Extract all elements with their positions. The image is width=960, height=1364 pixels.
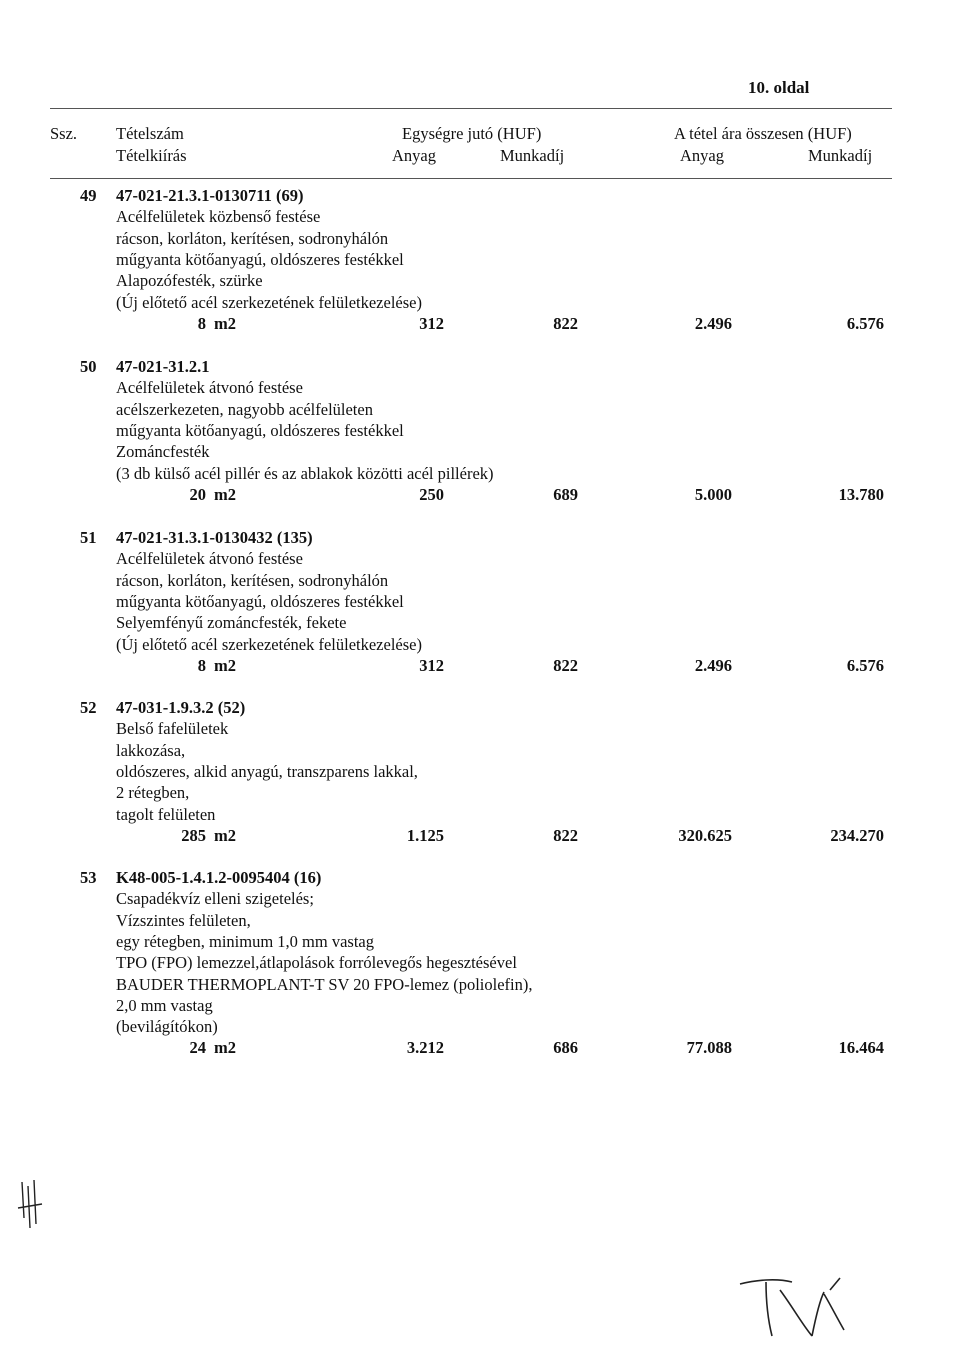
item-number: 50 <box>80 357 97 376</box>
item-description-line: Acélfelületek közbenső festése <box>116 207 321 227</box>
header-no: Ssz. <box>50 124 78 143</box>
item-quantity <box>116 826 242 846</box>
item-description-line: (Új előtető acél szerkezetének felületkezelése) <box>116 292 422 312</box>
header-item-desc: Tételkiírás <box>116 146 187 165</box>
quantity-unit: m2 <box>214 655 236 675</box>
total-material-price: 2.496 <box>694 313 732 333</box>
item-description-line: (3 db külső acél pillér és az ablakok közötti acél pillérek) <box>116 463 494 483</box>
quantity-value: 24 <box>189 1038 206 1058</box>
item-description-line: Csapadékvíz elleni szigetelés; <box>116 889 314 909</box>
item-quantity <box>116 314 242 334</box>
item-description-line: Acélfelületek átvonó festése <box>116 378 303 398</box>
item-description-line: műgyanta kötőanyagú, oldószeres festékkel <box>116 591 404 611</box>
item-description-line: Vízszintes felületen, <box>116 910 251 930</box>
header-bottom-rule <box>50 178 892 179</box>
item-description-line: (bevilágítókon) <box>116 1017 218 1037</box>
total-material-price: 5.000 <box>694 484 732 504</box>
total-labor-price: 234.270 <box>830 825 884 845</box>
item-description-line: oldószeres, alkid anyagú, transzparens lakkal, <box>116 761 418 781</box>
item-description-line: BAUDER THERMOPLANT-T SV 20 FPO-lemez (poliolefin), <box>116 974 533 994</box>
item-quantity <box>116 485 242 505</box>
header-item-code: Tételszám <box>116 124 184 143</box>
item-number: 53 <box>80 868 97 887</box>
item-code: K48-005-1.4.1.2-0095404 (16) <box>116 868 322 887</box>
header-unit-price: Egységre jutó (HUF) <box>402 124 542 143</box>
item-description-line: Belső fafelületek <box>116 719 229 739</box>
header-total-labor: Munkadíj <box>808 146 873 165</box>
unit-material-price: 312 <box>419 655 444 675</box>
quantity-unit: m2 <box>214 1038 236 1058</box>
item-description-line: műgyanta kötőanyagú, oldószeres festékkel <box>116 249 404 269</box>
quantity-unit: m2 <box>214 313 236 333</box>
quantity-value: 20 <box>189 484 206 504</box>
unit-labor-price: 822 <box>553 655 578 675</box>
item-number: 49 <box>80 186 97 205</box>
quantity-unit: m2 <box>214 484 236 504</box>
item-description-line: tagolt felületen <box>116 804 216 824</box>
item-description-line: Alapozófesték, szürke <box>116 271 263 291</box>
item-code: 47-021-31.3.1-0130432 (135) <box>116 528 313 547</box>
header-unit-material: Anyag <box>392 146 436 165</box>
quantity-value: 8 <box>197 655 206 675</box>
header-unit-labor: Munkadíj <box>500 146 565 165</box>
item-description-line: egy rétegben, minimum 1,0 mm vastag <box>116 931 374 951</box>
signature-initials <box>736 1270 866 1350</box>
item-code: 47-021-21.3.1-0130711 (69) <box>116 186 304 205</box>
unit-material-price: 250 <box>419 484 444 504</box>
total-labor-price: 6.576 <box>846 655 884 675</box>
item-code: 47-031-1.9.3.2 (52) <box>116 698 246 717</box>
item-description-line: Acélfelületek átvonó festése <box>116 549 303 569</box>
item-description-line: 2 rétegben, <box>116 783 190 803</box>
item-code: 47-021-31.2.1 <box>116 357 210 376</box>
item-description-line: Zománcfesték <box>116 442 210 462</box>
unit-material-price: 312 <box>419 313 444 333</box>
unit-labor-price: 822 <box>553 313 578 333</box>
total-labor-price: 13.780 <box>838 484 884 504</box>
header-total: A tétel ára összesen (HUF) <box>674 124 852 143</box>
item-description-line: műgyanta kötőanyagú, oldószeres festékkel <box>116 420 404 440</box>
item-description-line: rácson, korláton, kerítésen, sodronyhálón <box>116 570 389 590</box>
total-material-price: 2.496 <box>694 655 732 675</box>
unit-labor-price: 686 <box>553 1038 578 1058</box>
total-labor-price: 16.464 <box>838 1038 884 1058</box>
unit-labor-price: 689 <box>553 484 578 504</box>
unit-material-price: 1.125 <box>406 825 444 845</box>
header-top-rule <box>50 108 892 109</box>
total-labor-price: 6.576 <box>846 313 884 333</box>
item-quantity <box>116 656 242 676</box>
item-description-line: 2,0 mm vastag <box>116 995 213 1015</box>
total-material-price: 320.625 <box>678 825 732 845</box>
item-description-line: rácson, korláton, kerítésen, sodronyhálón <box>116 228 389 248</box>
quantity-unit: m2 <box>214 825 236 845</box>
total-material-price: 77.088 <box>686 1038 732 1058</box>
item-quantity <box>116 1038 242 1058</box>
quantity-value: 8 <box>197 313 206 333</box>
unit-labor-price: 822 <box>553 825 578 845</box>
item-number: 52 <box>80 698 97 717</box>
quantity-value: 285 <box>181 825 206 845</box>
item-description-line: TPO (FPO) lemezzel,átlapolások forrólevegős hegesztésével <box>116 953 517 973</box>
item-number: 51 <box>80 528 97 547</box>
margin-mark <box>8 1178 48 1238</box>
header-total-material: Anyag <box>680 146 724 165</box>
item-description-line: lakkozása, <box>116 740 186 760</box>
item-description-line: Selyemfényű zománcfesték, fekete <box>116 613 347 633</box>
unit-material-price: 3.212 <box>406 1038 444 1058</box>
item-description-line: (Új előtető acél szerkezetének felületkezelése) <box>116 634 422 654</box>
item-description-line: acélszerkezeten, nagyobb acélfelületen <box>116 399 373 419</box>
page-number: 10. oldal <box>748 78 810 97</box>
